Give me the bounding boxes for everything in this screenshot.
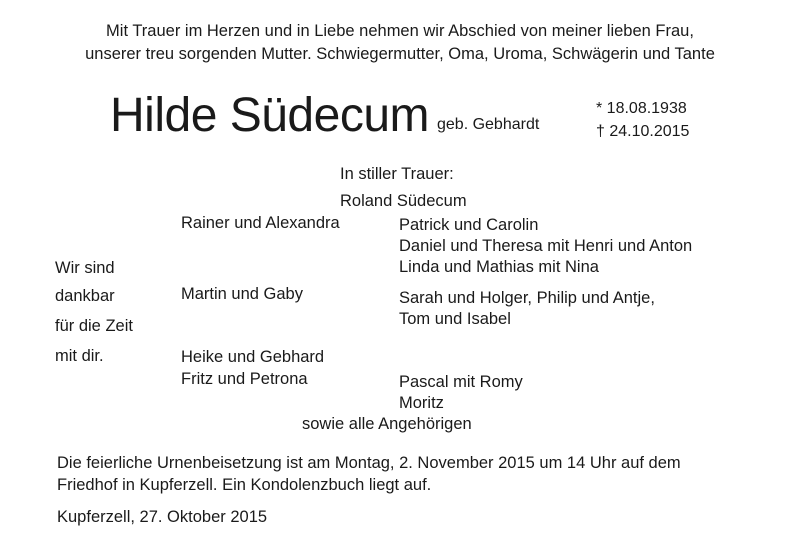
birth-date: * 18.08.1938 [596,100,687,117]
dedication-line: dankbar [55,287,115,305]
child-family: Fritz und Petrona [181,370,308,388]
grandchild-family: Daniel und Theresa mit Henri und Anton [399,237,693,255]
dedication-line: Wir sind [55,259,115,277]
intro-text [0,20,800,66]
mourners-heading: In stiller Trauer: [340,165,454,183]
intro-line: unserer treu sorgenden Mutter. Schwiegermutter, Oma, Uroma, Schwägerin und Tante [85,45,715,63]
deceased-name: Hilde Südecum [110,89,429,142]
life-dates [596,97,689,143]
dedication-line: mit dir. [55,347,104,365]
funeral-info [57,452,681,496]
child-family: Rainer und Alexandra [181,214,340,232]
place-date: Kupferzell, 27. Oktober 2015 [57,508,268,526]
birth-name: geb. Gebhardt [437,116,540,133]
dedication-line: für die Zeit [55,317,133,335]
intro-line: Mit Trauer im Herzen und in Liebe nehmen wir Abschied von meiner lieben Frau, [106,22,694,40]
funeral-line: Die feierliche Urnenbeisetzung ist am Montag, 2. November 2015 um 14 Uhr auf dem [57,454,681,472]
death-date: † 24.10.2015 [596,123,690,140]
child-family: Heike und Gebhard [181,348,325,366]
grandchild-family: Sarah und Holger, Philip und Antje, [399,289,655,307]
child-family: Martin und Gaby [181,285,303,303]
grandchild-family: Pascal mit Romy [399,373,523,391]
funeral-line: Friedhof in Kupferzell. Ein Kondolenzbuch liegt auf. [57,476,432,494]
grandchild-family: Patrick und Carolin [399,216,539,234]
grandchild-family: Tom und Isabel [399,310,511,328]
grandchild-family: Moritz [399,394,444,412]
other-relatives: sowie alle Angehörigen [302,415,472,433]
grandchild-family: Linda und Mathias mit Nina [399,258,599,276]
spouse-name: Roland Südecum [340,192,467,210]
